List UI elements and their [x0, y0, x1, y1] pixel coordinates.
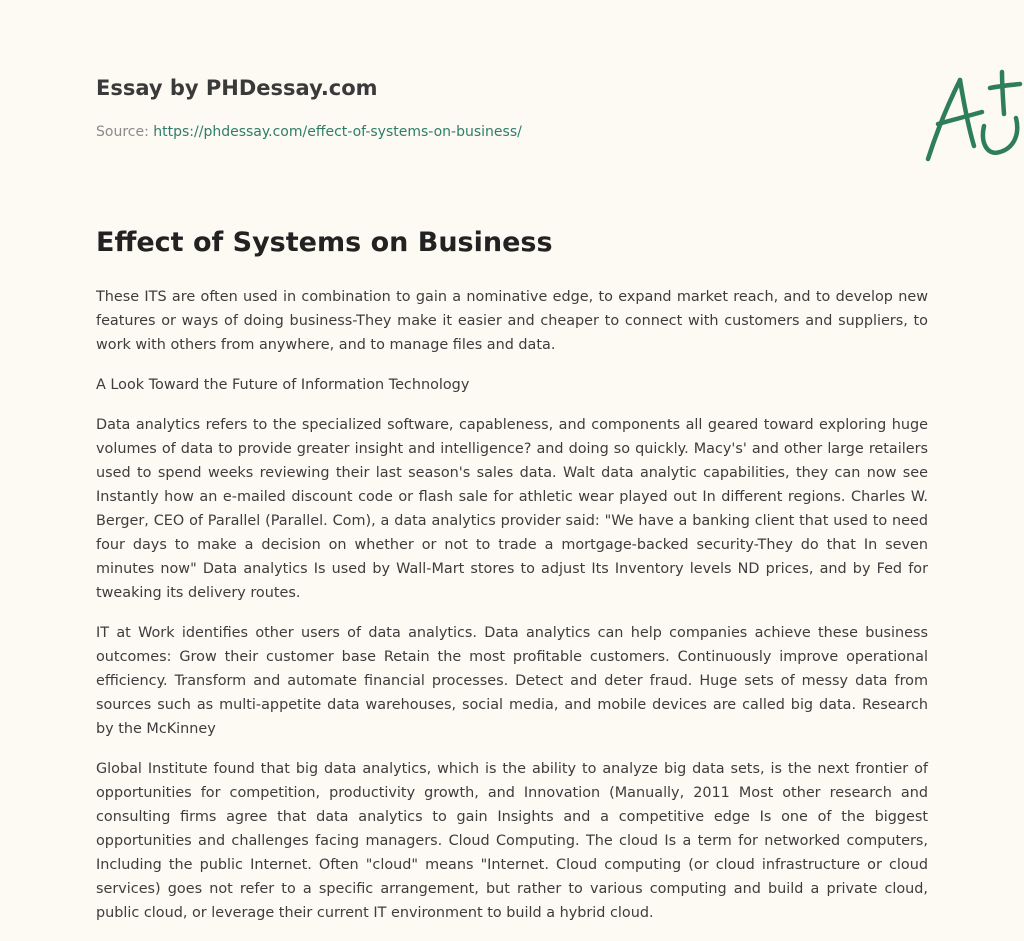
essay-title: Effect of Systems on Business: [96, 227, 553, 258]
source-link[interactable]: https://phdessay.com/effect-of-systems-on-business/: [153, 124, 522, 140]
essay-body: [96, 285, 928, 941]
source-line: [96, 124, 522, 140]
paragraph: Global Institute found that big data analytics, which is the ability to analyze big data sets, is the next frontier of opportunities for competition, productivity growth, and Innovation (Manually, 2011 Most other research and consulting firms agree that data analytics to gain Insights and a competitive edge Is one of the biggest opportunities and challenges facing managers. Cloud Computing. The cloud Is a term for networked computers, Including the public Internet. Often "cloud" means "Internet. Cloud computing (or cloud infrastructure or cloud services) goes not refer to a specific arrangement, but rather to various computing and build a private cloud, public cloud, or leverage their current IT environment to build a hybrid cloud.: [96, 761, 928, 921]
a-plus-grade-icon: [918, 64, 1024, 166]
source-label: Source:: [96, 124, 154, 140]
paragraph: IT at Work identifies other users of data analytics. Data analytics can help companies achieve these business outcomes: Grow their customer base Retain the most profitable customers. Continuously improve operational efficiency. Transform and automate financial processes. Detect and deter fraud. Huge sets of messy data from sources such as multi-appetite data warehouses, social media, and mobile devices are called big data. Research by the McKinney: [96, 625, 928, 737]
site-brand: Essay by PHDessay.com: [96, 76, 378, 100]
section-subheading: A Look Toward the Future of Information Technology: [96, 377, 470, 393]
paragraph: These ITS are often used in combination to gain a nominative edge, to expand market reach, and to develop new features or ways of doing business-They make it easier and cheaper to connect with customers and suppliers, to work with others from anywhere, and to manage files and data.: [96, 289, 928, 353]
paragraph: Data analytics refers to the specialized software, capableness, and components all geared toward exploring huge volumes of data to provide greater insight and intelligence? and doing so quickly. Macy's' and other large retailers used to spend weeks reviewing their last season's sales data. Walt data analytic capabilities, they can now see Instantly how an e-mailed discount code or flash sale for athletic wear played out In different regions. Charles W. Berger, CEO of Parallel (Parallel. Com), a data analytics provider said: "We have a banking client that used to need four days to make a decision on whether or not to trade a mortgage-backed security-They do that In seven minutes now" Data analytics Is used by Wall-Mart stores to adjust Its Inventory levels ND prices, and by Fed for tweaking its delivery routes.: [96, 417, 928, 601]
